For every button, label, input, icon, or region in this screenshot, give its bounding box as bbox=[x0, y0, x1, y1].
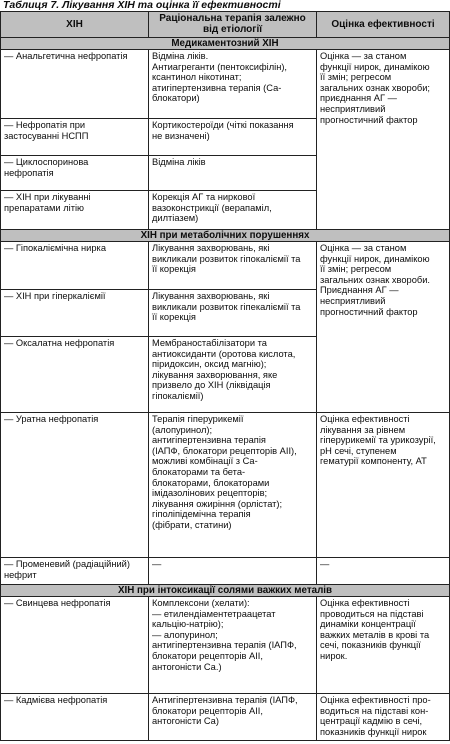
cell-line: приєднання АГ — bbox=[320, 93, 397, 104]
condition-cell bbox=[1, 558, 149, 585]
cell-line: важких металів в крові та bbox=[320, 629, 430, 640]
cell-line: Оцінка — за станом bbox=[320, 51, 407, 61]
cell-line: Терапія гіперурикемії bbox=[152, 414, 244, 424]
cell-line: загальних ознак хвороби. bbox=[320, 274, 430, 285]
cell-line: водиться на підставі кон- bbox=[320, 705, 429, 716]
therapy-cell bbox=[149, 337, 317, 413]
cell-line: — етилендіаментетраацетат bbox=[152, 608, 276, 619]
header-cell-evaluation: Оцінка ефективності bbox=[317, 12, 450, 38]
cell-line: показників функції нирок bbox=[320, 726, 427, 737]
therapy-cell bbox=[149, 119, 317, 156]
therapy-cell bbox=[149, 156, 317, 191]
cell-line: антиоксиданти (оротова кислота, bbox=[152, 348, 296, 359]
cell-line: блокатори) bbox=[152, 93, 200, 104]
table-row bbox=[1, 558, 450, 585]
cell-line: Лікування захворювань, які bbox=[152, 243, 270, 253]
section-row bbox=[1, 230, 450, 242]
cell-line: нефропатія bbox=[4, 167, 54, 178]
cell-line: препаратами літію bbox=[4, 202, 84, 213]
cell-line: дилтіазем) bbox=[152, 213, 199, 224]
cell-line: гіполіпідемічна терапія bbox=[152, 509, 251, 520]
cell-line: несприятливий bbox=[320, 295, 386, 306]
condition-cell bbox=[1, 119, 149, 156]
cell-line: проводиться на підставі bbox=[320, 608, 424, 619]
cell-line: нирок. bbox=[320, 650, 348, 661]
cell-line: Оцінка ефективності bbox=[320, 414, 410, 424]
cell-line: — Нефропатія при bbox=[4, 120, 86, 130]
cell-line: блокатори рецепторів АІІ, bbox=[152, 705, 263, 716]
condition-cell bbox=[1, 597, 149, 694]
cell-line: антогоністи Са.) bbox=[152, 661, 222, 672]
cell-line: — Свинцева нефропатія bbox=[4, 598, 111, 608]
cell-line: Антиагреганти (пентоксифілін), bbox=[152, 61, 288, 72]
table-row bbox=[1, 694, 450, 741]
cell-line: сечі, показників функції bbox=[320, 640, 421, 651]
cell-line: — Уратна нефропатія bbox=[4, 414, 99, 424]
cell-line: функції нирок, динамікою bbox=[320, 61, 430, 72]
therapy-cell bbox=[149, 191, 317, 230]
cell-line: динаміки концентрації bbox=[320, 619, 416, 630]
cell-line: піридоксин, оксид магнію); bbox=[152, 359, 267, 370]
cell-line: Оцінка ефективності про- bbox=[320, 695, 431, 705]
table-header-row bbox=[1, 12, 450, 38]
header-cell-hin: ХІН bbox=[1, 12, 149, 38]
cell-line: атигіпертензивна терапія (Са- bbox=[152, 82, 282, 93]
section-row bbox=[1, 38, 450, 50]
cell-line: Оцінка — за станом bbox=[320, 243, 407, 253]
cell-line: її змін; регресом bbox=[320, 264, 392, 275]
cell-line: антигіпертензивна терапія bbox=[152, 435, 266, 446]
cell-line: імідазолінових рецепторів; bbox=[152, 488, 268, 499]
therapy-cell bbox=[149, 50, 317, 119]
section-row bbox=[1, 585, 450, 597]
cell-line: — Циклоспоринова bbox=[4, 157, 89, 167]
cell-line: нефрит bbox=[4, 569, 37, 580]
therapy-cell bbox=[149, 597, 317, 694]
condition-cell bbox=[1, 413, 149, 558]
cell-line: не визначені) bbox=[152, 130, 210, 141]
cell-line: гіперурикемії та урикозурії, bbox=[320, 435, 436, 446]
section-title: ХІН при метаболічних порушеннях bbox=[1, 230, 450, 242]
cell-line: Відміна ліків bbox=[152, 157, 206, 167]
cell-line: гематурії компоненту, АТ bbox=[320, 456, 427, 467]
therapy-cell bbox=[149, 558, 317, 585]
cell-line: — алопуринол; bbox=[152, 629, 218, 640]
cell-line: функції нирок, динамікою bbox=[320, 253, 430, 264]
cell-line: рН сечі, ступенем bbox=[320, 445, 397, 456]
condition-cell bbox=[1, 290, 149, 337]
therapy-cell bbox=[149, 242, 317, 290]
cell-line: лікування за рівнем bbox=[320, 424, 406, 435]
evaluation-cell bbox=[317, 242, 450, 413]
cell-line: Антигіпертензивна терапія (ІАПФ, bbox=[152, 695, 298, 705]
header-cell-therapy: Раціональна терапія залежно від етіології bbox=[149, 12, 317, 38]
evaluation-cell bbox=[317, 558, 450, 585]
section-title: Медикаментозний ХІН bbox=[1, 38, 450, 50]
cell-line: несприятливий bbox=[320, 103, 386, 114]
cell-line: — bbox=[152, 559, 162, 569]
cell-line: (алопуринол); bbox=[152, 424, 213, 435]
cell-line: — Променевий (радіаційний) bbox=[4, 559, 130, 569]
condition-cell bbox=[1, 242, 149, 290]
cell-line: викликали розвиток гіпокаліємії та bbox=[152, 253, 301, 264]
cell-line: блокатори рецепторів АІІ, bbox=[152, 650, 263, 661]
cell-line: можливі комбінації з Са- bbox=[152, 456, 258, 467]
evaluation-cell bbox=[317, 694, 450, 741]
table-row bbox=[1, 413, 450, 558]
cell-line: лікування ожиріння (орлістат); bbox=[152, 498, 283, 509]
cell-line: ксантинол нікотинат; bbox=[152, 72, 242, 83]
cell-line: блокаторами та бета- bbox=[152, 466, 246, 477]
cell-line: викликали розвиток гіпекаліємії та bbox=[152, 301, 301, 312]
cell-line: призвело до ХІН (ліквідація bbox=[152, 380, 271, 391]
cell-line: прогностичний фактор bbox=[320, 114, 418, 125]
evaluation-cell bbox=[317, 50, 450, 230]
cell-line: — Гіпокаліємічна нирка bbox=[4, 243, 106, 253]
cell-line: її корекція bbox=[152, 264, 196, 275]
cell-line: Відміна ліків. bbox=[152, 51, 209, 61]
table-row bbox=[1, 242, 450, 290]
cell-line: блокаторами, блокаторами bbox=[152, 477, 270, 488]
cell-line: Кортикостероїди (чіткі показання bbox=[152, 120, 294, 130]
cell-line: лікування захворювання, яке bbox=[152, 369, 278, 380]
table-row bbox=[1, 597, 450, 694]
cell-line: центрації кадмію в сечі, bbox=[320, 716, 423, 727]
condition-cell bbox=[1, 337, 149, 413]
cell-line: її корекція bbox=[152, 312, 196, 323]
cell-line: — bbox=[320, 559, 330, 569]
cell-line: застосуванні НСПП bbox=[4, 130, 89, 141]
cell-line: гіпокаліємії) bbox=[152, 390, 204, 401]
cell-line: вазоконстрикції (верапаміл, bbox=[152, 202, 272, 213]
table-row bbox=[1, 50, 450, 119]
cell-line: Лікування захворювань, які bbox=[152, 291, 270, 301]
condition-cell bbox=[1, 191, 149, 230]
table-body bbox=[1, 38, 450, 741]
cell-line: Корекція АГ та ниркової bbox=[152, 192, 256, 202]
cell-line: — Кадмієва нефропатія bbox=[4, 695, 108, 705]
evaluation-cell bbox=[317, 597, 450, 694]
treatment-table bbox=[0, 11, 450, 741]
condition-cell bbox=[1, 50, 149, 119]
cell-line: Оцінка ефективності bbox=[320, 598, 410, 608]
table-caption: Таблиця 7. Лікування ХІН та оцінка її ефективності bbox=[3, 0, 281, 11]
therapy-cell bbox=[149, 694, 317, 741]
cell-line: загальних ознак хвороби; bbox=[320, 82, 430, 93]
cell-line: прогностичний фактор bbox=[320, 306, 418, 317]
condition-cell bbox=[1, 694, 149, 741]
therapy-cell bbox=[149, 413, 317, 558]
cell-line: Комплексони (хелати): bbox=[152, 598, 250, 608]
therapy-cell bbox=[149, 290, 317, 337]
condition-cell bbox=[1, 156, 149, 191]
cell-line: Приєднання АГ — bbox=[320, 285, 399, 296]
cell-line: (ІАПФ, блокатори рецепторів АІІ), bbox=[152, 445, 297, 456]
cell-line: антигіпертензивна терапія (ІАПФ, bbox=[152, 640, 297, 651]
evaluation-cell bbox=[317, 413, 450, 558]
section-title: ХІН при інтоксикації солями важких металів bbox=[1, 585, 450, 597]
cell-line: її змін; регресом bbox=[320, 72, 392, 83]
cell-line: — ХІН при гіперкаліємії bbox=[4, 291, 106, 301]
cell-line: Мембраностабілізатори та bbox=[152, 338, 267, 348]
cell-line: — Оксалатна нефропатія bbox=[4, 338, 115, 348]
cell-line: антогоністи Са) bbox=[152, 716, 219, 727]
cell-line: — ХІН при лікуванні bbox=[4, 192, 91, 202]
cell-line: (фібрати, статини) bbox=[152, 519, 232, 530]
cell-line: — Анальгетична нефропатія bbox=[4, 51, 128, 61]
cell-line: кальцію-натрію); bbox=[152, 619, 224, 630]
